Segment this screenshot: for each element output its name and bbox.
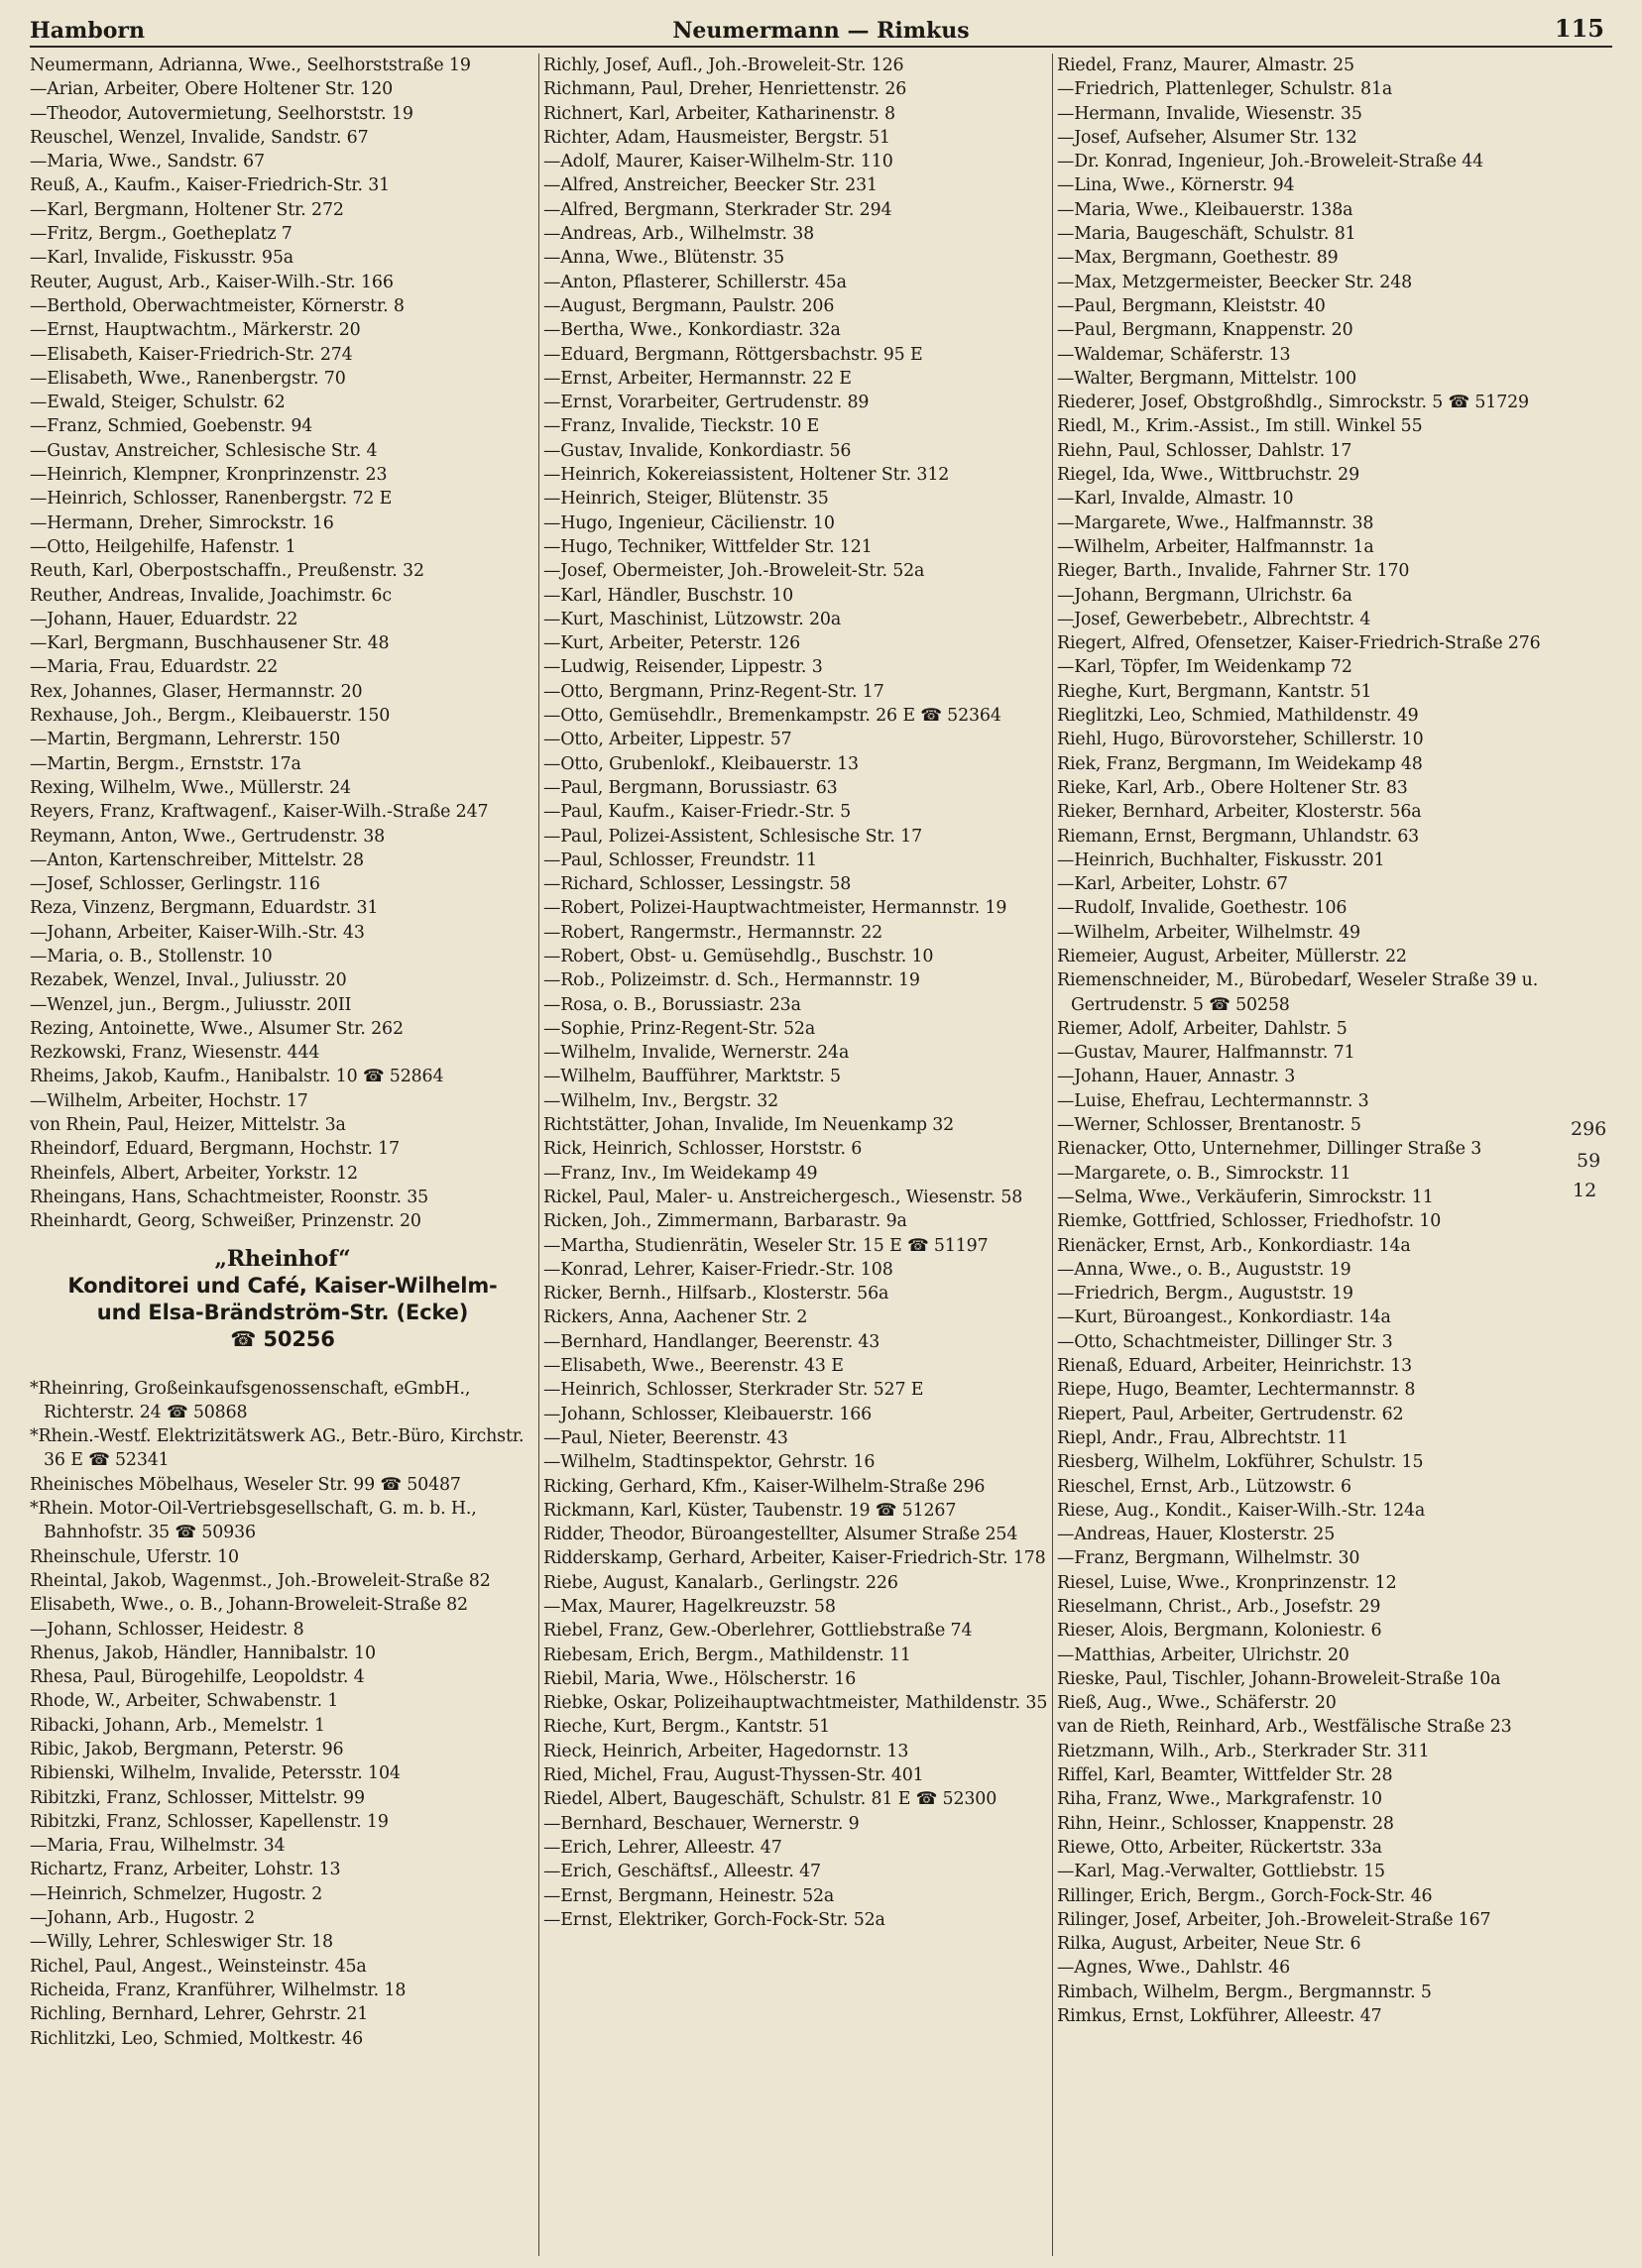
directory-entry: Riebil, Maria, Wwe., Hölscherstr. 16	[543, 1668, 857, 1689]
directory-entry: Reymann, Anton, Wwe., Gertrudenstr. 38	[30, 826, 386, 847]
directory-entry: —Fritz, Bergm., Goetheplatz 7	[30, 224, 293, 245]
directory-entry: Ricken, Joh., Zimmermann, Barbarastr. 9a	[543, 1211, 907, 1232]
directory-entry: Rietzmann, Wilh., Arb., Sterkrader Str. 311	[1057, 1741, 1430, 1761]
directory-entry: Rhode, W., Arbeiter, Schwabenstr. 1	[30, 1691, 339, 1712]
directory-entry: Rick, Heinrich, Schlosser, Horststr. 6	[543, 1139, 863, 1160]
directory-entry: —Alfred, Anstreicher, Beecker Str. 231	[543, 175, 878, 196]
page-number: 115	[1554, 14, 1604, 43]
column-rule	[538, 54, 539, 2256]
directory-entry: Rieske, Paul, Tischler, Johann-Broweleit-Straße 10a	[1057, 1668, 1501, 1689]
directory-entry: —Wilhelm, Arbeiter, Hochstr. 17	[30, 1090, 308, 1111]
directory-entry: Riepert, Paul, Arbeiter, Gertrudenstr. 62	[1057, 1404, 1404, 1424]
directory-entry: Riebe, August, Kanalarb., Gerlingstr. 226	[543, 1572, 898, 1593]
directory-entry: —Martin, Bergm., Ernststr. 17a	[30, 753, 301, 774]
directory-entry: —Gustav, Invalide, Konkordiastr. 56	[543, 440, 852, 461]
directory-entry: Ricking, Gerhard, Kfm., Kaiser-Wilhelm-Straße 296	[543, 1476, 986, 1497]
directory-entry: Rheinfels, Albert, Arbeiter, Yorkstr. 12	[30, 1163, 358, 1184]
directory-entry: —Johann, Hauer, Eduardstr. 22	[30, 609, 298, 629]
directory-entry: Riederer, Josef, Obstgroßhdlg., Simrockstr. 5 ☎ 51729	[1057, 393, 1529, 413]
directory-entry: —Elisabeth, Wwe., Ranenbergstr. 70	[30, 368, 346, 389]
directory-entry: —Heinrich, Schlosser, Ranenbergstr. 72 E	[30, 489, 393, 510]
directory-entry: Elisabeth, Wwe., o. B., Johann-Broweleit-Straße 82	[30, 1595, 468, 1616]
directory-entry: —Wilhelm, Stadtinspektor, Gehrstr. 16	[543, 1452, 876, 1473]
directory-entry: —Paul, Bergmann, Knappenstr. 20	[1057, 320, 1353, 341]
margin-note: 59	[1577, 1150, 1601, 1172]
directory-entry: —Franz, Schmied, Goebenstr. 94	[30, 416, 313, 437]
directory-entry: Rienaß, Eduard, Arbeiter, Heinrichstr. 13	[1057, 1356, 1413, 1377]
directory-entry: Richtstätter, Johan, Invalide, Im Neuenkamp 32	[543, 1115, 955, 1136]
directory-entry: Rheims, Jakob, Kaufm., Hanibalstr. 10 ☎ 52864	[30, 1067, 444, 1087]
directory-entry: Riehn, Paul, Schlosser, Dahlstr. 17	[1057, 440, 1352, 461]
directory-entry: Rimbach, Wilhelm, Bergm., Bergmannstr. 5	[1057, 1982, 1432, 2002]
directory-entry: —Otto, Grubenlokf., Kleibauerstr. 13	[543, 753, 859, 774]
directory-entry: —Rudolf, Invalide, Goethestr. 106	[1057, 898, 1348, 919]
directory-entry: Richlitzki, Leo, Schmied, Moltkestr. 46	[30, 2028, 364, 2049]
directory-entry: Rieger, Barth., Invalide, Fahrner Str. 170	[1057, 561, 1410, 582]
directory-entry: —Agnes, Wwe., Dahlstr. 46	[1057, 1958, 1291, 1979]
directory-entry: —Karl, Bergmann, Holtener Str. 272	[30, 199, 344, 220]
directory-entry: Ridder, Theodor, Büroangestellter, Alsumer Straße 254	[543, 1525, 1018, 1545]
column-3	[1057, 54, 1563, 2262]
directory-entry: —Konrad, Lehrer, Kaiser-Friedr.-Str. 108	[543, 1259, 893, 1280]
directory-entry: Rheinhardt, Georg, Schweißer, Prinzenstr. 20	[30, 1211, 421, 1232]
directory-entry: —Franz, Bergmann, Wilhelmstr. 30	[1057, 1548, 1360, 1569]
directory-entry: Riebesam, Erich, Bergm., Mathildenstr. 11	[543, 1644, 911, 1665]
directory-entry: —Hugo, Ingenieur, Cäcilienstr. 10	[543, 512, 835, 533]
directory-entry: —Walter, Bergmann, Mittelstr. 100	[1057, 368, 1357, 389]
directory-entry: —Kurt, Arbeiter, Peterstr. 126	[543, 633, 801, 654]
directory-entry: Riebel, Franz, Gew.-Oberlehrer, Gottliebstraße 74	[543, 1621, 973, 1642]
directory-entry: Riese, Aug., Kondit., Kaiser-Wilh.-Str. 124a	[1057, 1500, 1426, 1521]
directory-entry: —Anna, Wwe., o. B., Auguststr. 19	[1057, 1259, 1351, 1280]
directory-entry: —Josef, Gewerbebetr., Albrechtstr. 4	[1057, 609, 1371, 629]
directory-entry: Riemke, Gottfried, Schlosser, Friedhofstr. 10	[1057, 1211, 1442, 1232]
directory-entry: —Paul, Bergmann, Borussiastr. 63	[543, 777, 838, 798]
directory-entry: —Heinrich, Buchhalter, Fiskusstr. 201	[1057, 850, 1385, 870]
directory-entry: —Karl, Invalide, Fiskusstr. 95a	[30, 248, 293, 269]
directory-entry: —Berthold, Oberwachtmeister, Körnerstr. 8	[30, 295, 405, 316]
directory-entry: —August, Bergmann, Paulstr. 206	[543, 295, 835, 316]
directory-entry: von Rhein, Paul, Heizer, Mittelstr. 3a	[30, 1115, 346, 1136]
ad-line-2: und Elsa-Brändström-Str. (Ecke)	[96, 1300, 469, 1324]
directory-entry: *Rhein.-Westf. Elektrizitätswerk AG., Betr.-Büro, Kirchstr. 36 E ☎ 52341	[30, 1426, 525, 1471]
directory-entry: —Rob., Polizeimstr. d. Sch., Hermannstr. 19	[543, 970, 920, 991]
directory-entry: Riegel, Ida, Wwe., Wittbruchstr. 29	[1057, 465, 1359, 486]
directory-entry: Riedel, Franz, Maurer, Almastr. 25	[1057, 56, 1354, 75]
directory-entry: —Richard, Schlosser, Lessingstr. 58	[543, 874, 852, 895]
directory-entry: —Paul, Schlosser, Freundstr. 11	[543, 850, 818, 870]
directory-entry: —Martin, Bergmann, Lehrerstr. 150	[30, 730, 341, 750]
directory-entry: —Johann, Hauer, Annastr. 3	[1057, 1067, 1296, 1087]
directory-entry: Richel, Paul, Angest., Weinsteinstr. 45a	[30, 1956, 367, 1977]
directory-entry: —Arian, Arbeiter, Obere Holtener Str. 120	[30, 79, 394, 100]
directory-entry: —Max, Metzgermeister, Beecker Str. 248	[1057, 272, 1413, 292]
margin-note: 296	[1571, 1118, 1607, 1140]
directory-entry: Neumermann, Adrianna, Wwe., Seelhorststraße 19	[30, 56, 471, 75]
directory-entry: —Wilhelm, Arbeiter, Halfmannstr. 1a	[1057, 536, 1374, 557]
directory-entry: Riepl, Andr., Frau, Albrechtstr. 11	[1057, 1427, 1349, 1448]
directory-entry: Rickers, Anna, Aachener Str. 2	[543, 1307, 808, 1328]
directory-entry: Rexing, Wilhelm, Wwe., Müllerstr. 24	[30, 777, 351, 798]
advertisement-rheinhof	[30, 1234, 535, 1377]
directory-entry: —Karl, Invalde, Almastr. 10	[1057, 489, 1294, 510]
directory-entry: Rimkus, Ernst, Lokführer, Alleestr. 47	[1057, 2006, 1382, 2027]
directory-entry: —Ludwig, Reisender, Lippestr. 3	[543, 657, 823, 678]
directory-entry: —Otto, Arbeiter, Lippestr. 57	[543, 730, 792, 750]
directory-entry: —Margarete, Wwe., Halfmannstr. 38	[1057, 512, 1374, 533]
directory-entry: —Erich, Geschäftsf., Alleestr. 47	[543, 1862, 821, 1882]
directory-entry: —Sophie, Prinz-Regent-Str. 52a	[543, 1018, 816, 1039]
directory-entry: —Anton, Kartenschreiber, Mittelstr. 28	[30, 850, 364, 870]
directory-entry: Riek, Franz, Bergmann, Im Weidekamp 48	[1057, 753, 1423, 774]
directory-entry: —Maria, Frau, Eduardstr. 22	[30, 657, 279, 678]
directory-entry: Rieser, Alois, Bergmann, Koloniestr. 6	[1057, 1621, 1382, 1642]
margin-note: 12	[1573, 1180, 1597, 1201]
directory-entry: —Josef, Schlosser, Gerlingstr. 116	[30, 874, 320, 895]
directory-entry: Ribic, Jakob, Bergmann, Peterstr. 96	[30, 1740, 344, 1759]
directory-entry: —Heinrich, Klempner, Kronprinzenstr. 23	[30, 465, 388, 486]
directory-entry: —Lina, Wwe., Körnerstr. 94	[1057, 175, 1295, 196]
directory-entry: —Otto, Heilgehilfe, Hafenstr. 1	[30, 536, 296, 557]
directory-entry: —Otto, Schachtmeister, Dillinger Str. 3	[1057, 1331, 1393, 1352]
directory-entry: Rickmann, Karl, Küster, Taubenstr. 19 ☎ 51267	[543, 1500, 957, 1521]
directory-entry: Rezing, Antoinette, Wwe., Alsumer Str. 262	[30, 1018, 404, 1039]
directory-entry: Riemann, Ernst, Bergmann, Uhlandstr. 63	[1057, 826, 1420, 847]
directory-entry: —Wilhelm, Baufführer, Marktstr. 5	[543, 1067, 841, 1087]
directory-entry: Rheinisches Möbelhaus, Weseler Str. 99 ☎ 50487	[30, 1474, 461, 1495]
directory-entry: Ribitzki, Franz, Schlosser, Mittelstr. 99	[30, 1787, 365, 1808]
directory-entry: Riegert, Alfred, Ofensetzer, Kaiser-Friedrich-Straße 276	[1057, 633, 1541, 654]
ad-line-1: Konditorei und Café, Kaiser-Wilhelm-	[67, 1273, 498, 1298]
directory-entry: Reza, Vinzenz, Bergmann, Eduardstr. 31	[30, 898, 379, 919]
directory-entry: Reuth, Karl, Oberpostschaffn., Preußenstr. 32	[30, 561, 424, 582]
directory-entry: Riffel, Karl, Beamter, Wittfelder Str. 28	[1057, 1765, 1393, 1786]
directory-entry: Rienäcker, Ernst, Arb., Konkordiastr. 14a	[1057, 1235, 1411, 1256]
directory-entry: Rieker, Bernhard, Arbeiter, Klosterstr. 56a	[1057, 802, 1422, 823]
directory-entry: —Erich, Lehrer, Alleestr. 47	[543, 1837, 782, 1858]
directory-entry: Rezabek, Wenzel, Inval., Juliusstr. 20	[30, 970, 347, 991]
directory-entry: —Heinrich, Schmelzer, Hugostr. 2	[30, 1883, 323, 1904]
directory-entry: Rieß, Aug., Wwe., Schäferstr. 20	[1057, 1693, 1337, 1714]
directory-entry: —Heinrich, Kokereiassistent, Holtener Str. 312	[543, 465, 950, 486]
directory-entry: Rezkowski, Franz, Wiesenstr. 444	[30, 1043, 320, 1064]
directory-entry: —Ernst, Elektriker, Gorch-Fock-Str. 52a	[543, 1909, 885, 1930]
directory-entry: —Gustav, Anstreicher, Schlesische Str. 4	[30, 440, 378, 461]
directory-entry: Riesberg, Wilhelm, Lokführer, Schulstr. 15	[1057, 1452, 1424, 1473]
directory-entry: *Rheinring, Großeinkaufsgenossenschaft, eGmbH., Richterstr. 24 ☎ 50868	[30, 1378, 471, 1422]
directory-entry: —Maria, Frau, Wilhelmstr. 34	[30, 1836, 286, 1857]
directory-entry: —Maria, Baugeschäft, Schulstr. 81	[1057, 224, 1356, 245]
directory-entry: —Friedrich, Plattenleger, Schulstr. 81a	[1057, 79, 1393, 100]
directory-entry: Reyers, Franz, Kraftwagenf., Kaiser-Wilh.-Straße 247	[30, 802, 489, 823]
directory-entry: Richeida, Franz, Kranführer, Wilhelmstr. 18	[30, 1980, 407, 2000]
directory-entry: Rilka, August, Arbeiter, Neue Str. 6	[1057, 1934, 1361, 1955]
directory-entry: Riehl, Hugo, Bürovorsteher, Schillerstr. 10	[1057, 730, 1424, 750]
directory-entry: Reuther, Andreas, Invalide, Joachimstr. 6c	[30, 585, 392, 606]
directory-entry: Rex, Johannes, Glaser, Hermannstr. 20	[30, 681, 363, 702]
directory-entry: —Karl, Arbeiter, Lohstr. 67	[1057, 874, 1288, 895]
directory-entry: —Willy, Lehrer, Schleswiger Str. 18	[30, 1932, 333, 1953]
directory-entry: —Robert, Rangermstr., Hermannstr. 22	[543, 922, 883, 943]
directory-entry: *Rhein. Motor-Oil-Vertriebsgesellschaft, G. m. b. H., Bahnhofstr. 35 ☎ 50936	[30, 1499, 477, 1543]
directory-entry: —Alfred, Bergmann, Sterkrader Str. 294	[543, 199, 892, 220]
header-city: Hamborn	[30, 18, 145, 44]
directory-entry: —Karl, Händler, Buschstr. 10	[543, 585, 794, 606]
directory-entry: —Elisabeth, Kaiser-Friedrich-Str. 274	[30, 344, 353, 365]
directory-entry: Riemer, Adolf, Arbeiter, Dahlstr. 5	[1057, 1018, 1348, 1039]
directory-entry: —Friedrich, Bergm., Auguststr. 19	[1057, 1284, 1353, 1304]
directory-entry: —Wenzel, jun., Bergm., Juliusstr. 20II	[30, 994, 352, 1015]
directory-entry: —Gustav, Maurer, Halfmannstr. 71	[1057, 1043, 1355, 1064]
column-1-entries-bottom	[30, 1377, 535, 2051]
directory-entry: —Otto, Gemüsehdlr., Bremenkampstr. 26 E ☎ 52364	[543, 706, 1001, 727]
directory-entry: Rienacker, Otto, Unternehmer, Dillinger Straße 3	[1057, 1139, 1482, 1160]
column-1-entries-top	[30, 54, 535, 1234]
directory-entry: —Selma, Wwe., Verkäuferin, Simrockstr. 11	[1057, 1187, 1434, 1207]
directory-entry: Riemeier, August, Arbeiter, Müllerstr. 22	[1057, 946, 1407, 966]
directory-entry: Rieglitzki, Leo, Schmied, Mathildenstr. 49	[1057, 706, 1419, 727]
directory-entry: —Waldemar, Schäferstr. 13	[1057, 344, 1291, 365]
directory-entry: —Paul, Bergmann, Kleiststr. 40	[1057, 295, 1326, 316]
directory-entry: —Anna, Wwe., Blütenstr. 35	[543, 248, 785, 269]
column-1	[30, 54, 535, 2262]
directory-entry: Rhenus, Jakob, Händler, Hannibalstr. 10	[30, 1643, 376, 1663]
directory-entry: Rexhause, Joh., Bergm., Kleibauerstr. 150	[30, 706, 391, 727]
directory-entry: —Paul, Kaufm., Kaiser-Friedr.-Str. 5	[543, 802, 852, 823]
directory-entry: —Elisabeth, Wwe., Beerenstr. 43 E	[543, 1356, 844, 1377]
directory-entry: —Max, Bergmann, Goethestr. 89	[1057, 248, 1339, 269]
directory-entry: —Luise, Ehefrau, Lechtermannstr. 3	[1057, 1090, 1369, 1111]
directory-entry: Rheintal, Jakob, Wagenmst., Joh.-Broweleit-Straße 82	[30, 1570, 491, 1591]
directory-entry: Rieck, Heinrich, Arbeiter, Hagedornstr. 13	[543, 1741, 909, 1761]
directory-entry: Ribitzki, Franz, Schlosser, Kapellenstr. 19	[30, 1811, 389, 1832]
directory-entry: —Johann, Schlosser, Heidestr. 8	[30, 1619, 304, 1640]
directory-entry: —Johann, Bergmann, Ulrichstr. 6a	[1057, 585, 1352, 606]
directory-entry: Richter, Adam, Hausmeister, Bergstr. 51	[543, 127, 890, 148]
directory-entry: —Matthias, Arbeiter, Ulrichstr. 20	[1057, 1644, 1349, 1665]
directory-entry: —Paul, Polizei-Assistent, Schlesische Str. 17	[543, 826, 923, 847]
directory-entry: —Heinrich, Steiger, Blütenstr. 35	[543, 489, 829, 510]
directory-entry: Richartz, Franz, Arbeiter, Lohstr. 13	[30, 1860, 341, 1880]
directory-entry: —Kurt, Maschinist, Lützowstr. 20a	[543, 609, 842, 629]
directory-entry: Rheindorf, Eduard, Bergmann, Hochstr. 17	[30, 1139, 400, 1160]
directory-entry: Riedl, M., Krim.-Assist., Im still. Winkel 55	[1057, 416, 1423, 437]
directory-entry: —Josef, Aufseher, Alsumer Str. 132	[1057, 127, 1357, 148]
directory-entry: —Karl, Mag.-Verwalter, Gottliebstr. 15	[1057, 1862, 1385, 1882]
ad-phone: ☎ 50256	[230, 1326, 335, 1351]
directory-entry: —Ewald, Steiger, Schulstr. 62	[30, 393, 286, 413]
directory-entry: Rickel, Paul, Maler- u. Anstreichergesch., Wiesenstr. 58	[543, 1187, 1023, 1207]
ad-title: „Rheinhof“	[214, 1245, 351, 1272]
directory-entry: —Martha, Studienrätin, Weseler Str. 15 E ☎ 51197	[543, 1235, 989, 1256]
directory-entry: —Ernst, Arbeiter, Hermannstr. 22 E	[543, 368, 852, 389]
directory-entry: Ribienski, Wilhelm, Invalide, Petersstr. 104	[30, 1763, 401, 1784]
directory-entry: Reuschel, Wenzel, Invalide, Sandstr. 67	[30, 127, 369, 148]
directory-entry: van de Rieth, Reinhard, Arb., Westfälische Straße 23	[1057, 1717, 1512, 1738]
directory-entry: —Otto, Bergmann, Prinz-Regent-Str. 17	[543, 681, 884, 702]
directory-entry: Ridderskamp, Gerhard, Arbeiter, Kaiser-Friedrich-Str. 178	[543, 1548, 1046, 1569]
directory-entry: —Ernst, Hauptwachtm., Märkerstr. 20	[30, 320, 361, 341]
directory-entry: Reuß, A., Kaufm., Kaiser-Friedrich-Str. 31	[30, 175, 391, 196]
directory-entry: Rieschel, Ernst, Arb., Lützowstr. 6	[1057, 1476, 1351, 1497]
directory-entry: —Max, Maurer, Hagelkreuzstr. 58	[543, 1597, 836, 1617]
directory-entry: —Hermann, Dreher, Simrockstr. 16	[30, 512, 334, 533]
directory-entry: Ricker, Bernh., Hilfsarb., Klosterstr. 56a	[543, 1284, 889, 1304]
directory-entry: —Anton, Pflasterer, Schillerstr. 45a	[543, 272, 847, 292]
directory-entry: Riemenschneider, M., Bürobedarf, Weseler Straße 39 u. Gertrudenstr. 5 ☎ 50258	[1057, 970, 1539, 1015]
directory-entry: —Johann, Arbeiter, Kaiser-Wilh.-Str. 43	[30, 922, 365, 943]
directory-entry: —Hugo, Techniker, Wittfelder Str. 121	[543, 536, 873, 557]
directory-entry: —Dr. Konrad, Ingenieur, Joh.-Broweleit-Straße 44	[1057, 152, 1484, 172]
directory-entry: Rieche, Kurt, Bergm., Kantstr. 51	[543, 1717, 831, 1738]
directory-entry: —Wilhelm, Invalide, Wernerstr. 24a	[543, 1043, 850, 1064]
directory-entry: —Johann, Schlosser, Kleibauerstr. 166	[543, 1404, 873, 1424]
directory-entry: —Bernhard, Beschauer, Wernerstr. 9	[543, 1813, 860, 1834]
directory-entry: —Franz, Invalide, Tieckstr. 10 E	[543, 416, 820, 437]
directory-entry: —Heinrich, Schlosser, Sterkrader Str. 527 E	[543, 1380, 924, 1401]
directory-entry: —Robert, Obst- u. Gemüsehdlg., Buschstr. 10	[543, 946, 934, 966]
directory-entry: —Karl, Bergmann, Buschhausener Str. 48	[30, 633, 390, 654]
directory-entry: —Ernst, Vorarbeiter, Gertrudenstr. 89	[543, 393, 870, 413]
directory-entry: —Maria, Wwe., Kleibauerstr. 138a	[1057, 199, 1353, 220]
directory-entry: —Ernst, Bergmann, Heinestr. 52a	[543, 1885, 835, 1906]
directory-entry: Rieselmann, Christ., Arb., Josefstr. 29	[1057, 1597, 1381, 1617]
directory-entry: —Wilhelm, Inv., Bergstr. 32	[543, 1090, 779, 1111]
directory-entry: Rihn, Heinr., Schlosser, Knappenstr. 28	[1057, 1813, 1394, 1834]
directory-entry: —Maria, Wwe., Sandstr. 67	[30, 152, 265, 172]
directory-entry: Rheingans, Hans, Schachtmeister, Roonstr. 35	[30, 1187, 429, 1207]
directory-entry: —Rosa, o. B., Borussiastr. 23a	[543, 994, 801, 1015]
directory-entry: —Theodor, Autovermietung, Seelhorststr. 19	[30, 103, 413, 124]
directory-entry: Ribacki, Johann, Arb., Memelstr. 1	[30, 1715, 325, 1736]
directory-entry: Rheinschule, Uferstr. 10	[30, 1546, 239, 1567]
header-range: Neumermann — Rimkus	[672, 18, 970, 44]
directory-entry: —Bernhard, Handlanger, Beerenstr. 43	[543, 1331, 880, 1352]
directory-entry: Rilinger, Josef, Arbeiter, Joh.-Broweleit-Straße 167	[1057, 1909, 1491, 1930]
directory-entry: Riedel, Albert, Baugeschäft, Schulstr. 81 E ☎ 52300	[543, 1789, 997, 1810]
directory-entry: —Franz, Inv., Im Weidekamp 49	[543, 1163, 818, 1184]
directory-entry: Riha, Franz, Wwe., Markgrafenstr. 10	[1057, 1789, 1382, 1810]
directory-entry: Richmann, Paul, Dreher, Henriettenstr. 26	[543, 79, 907, 100]
directory-entry: —Paul, Nieter, Beerenstr. 43	[543, 1427, 788, 1448]
directory-entry: —Karl, Töpfer, Im Weidenkamp 72	[1057, 657, 1352, 678]
directory-entry: Richling, Bernhard, Lehrer, Gehrstr. 21	[30, 2004, 369, 2025]
directory-entry: Richnert, Karl, Arbeiter, Katharinenstr. 8	[543, 103, 895, 124]
directory-entry: —Andreas, Hauer, Klosterstr. 25	[1057, 1525, 1336, 1545]
directory-entry: —Werner, Schlosser, Brentanostr. 5	[1057, 1115, 1361, 1136]
directory-entry: —Josef, Obermeister, Joh.-Broweleit-Str. 52a	[543, 561, 925, 582]
directory-entry: —Adolf, Maurer, Kaiser-Wilhelm-Str. 110	[543, 152, 893, 172]
directory-entry: Riewe, Otto, Arbeiter, Rückertstr. 33a	[1057, 1837, 1382, 1858]
directory-entry: —Wilhelm, Arbeiter, Wilhelmstr. 49	[1057, 922, 1360, 943]
column-rule	[1052, 54, 1053, 2256]
page-header	[30, 12, 1612, 48]
directory-entry: Richly, Josef, Aufl., Joh.-Broweleit-Str. 126	[543, 56, 904, 75]
directory-entry: Reuter, August, Arb., Kaiser-Wilh.-Str. 166	[30, 272, 394, 292]
directory-entry: Riebke, Oskar, Polizeihauptwachtmeister, Mathildenstr. 35	[543, 1693, 1048, 1714]
directory-entry: —Maria, o. B., Stollenstr. 10	[30, 946, 273, 966]
directory-entry: —Bertha, Wwe., Konkordiastr. 32a	[543, 320, 841, 341]
directory-entry: —Andreas, Arb., Wilhelmstr. 38	[543, 224, 815, 245]
directory-entry: Ried, Michel, Frau, August-Thyssen-Str. 401	[543, 1765, 924, 1786]
directory-entry: Rieghe, Kurt, Bergmann, Kantstr. 51	[1057, 681, 1372, 702]
directory-entry: —Robert, Polizei-Hauptwachtmeister, Hermannstr. 19	[543, 898, 1007, 919]
directory-entry: Riepe, Hugo, Beamter, Lechtermannstr. 8	[1057, 1380, 1416, 1401]
directory-entry: Riesel, Luise, Wwe., Kronprinzenstr. 12	[1057, 1572, 1397, 1593]
directory-entry: Rhesa, Paul, Bürogehilfe, Leopoldstr. 4	[30, 1667, 365, 1688]
directory-entry: —Kurt, Büroangest., Konkordiastr. 14a	[1057, 1307, 1391, 1328]
directory-entry: —Eduard, Bergmann, Röttgersbachstr. 95 E	[543, 344, 923, 365]
directory-entry: —Margarete, o. B., Simrockstr. 11	[1057, 1163, 1351, 1184]
column-2	[543, 54, 1049, 2262]
directory-entry: Rillinger, Erich, Bergm., Gorch-Fock-Str. 46	[1057, 1885, 1433, 1906]
directory-entry: —Hermann, Invalide, Wiesenstr. 35	[1057, 103, 1362, 124]
directory-entry: —Johann, Arb., Hugostr. 2	[30, 1908, 256, 1929]
directory-entry: Rieke, Karl, Arb., Obere Holtener Str. 83	[1057, 777, 1408, 798]
